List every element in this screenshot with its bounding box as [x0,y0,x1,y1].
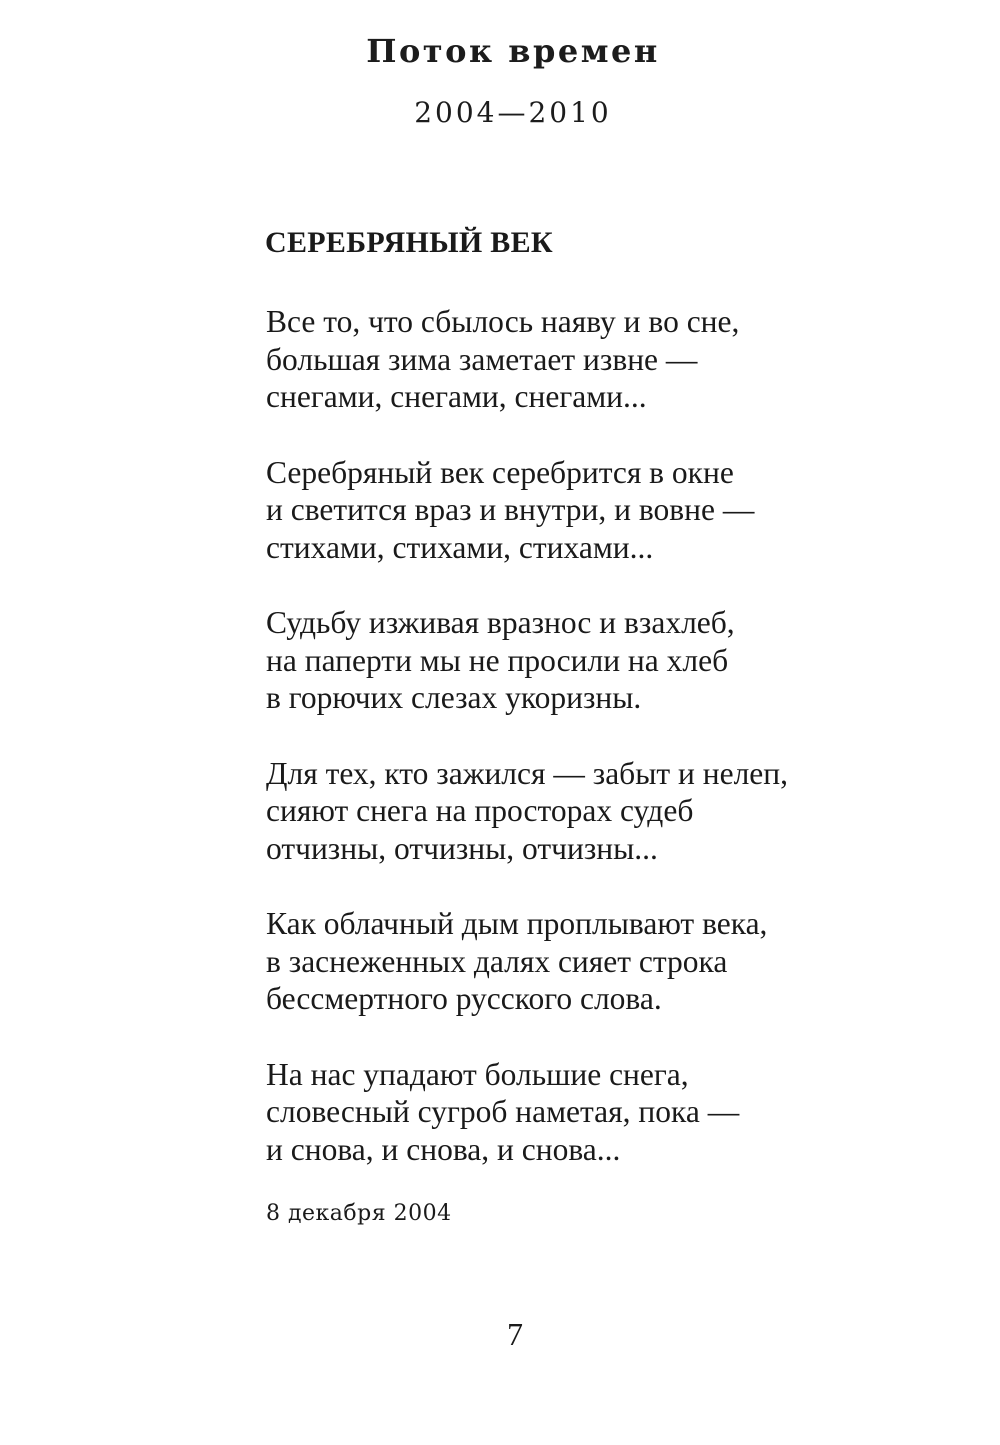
poem-line: и снова, и снова, и снова... [266,1131,621,1167]
poem-line: в заснеженных далях сияет строка [266,943,728,979]
poem-line: сияют снега на просторах судеб [266,793,694,828]
poem-body [266,303,906,1206]
poem-line: Серебряный век серебрится в окне [266,454,734,490]
poem-line: бессмертного русского слова. [266,981,662,1016]
poem-line: стихами, стихами, стихами... [266,529,654,565]
poem-line: большая зима заметает извне — [266,341,698,377]
poem-line: на паперти мы не просили на хлеб [266,642,729,678]
poem-line: Как облачный дым проплывают века, [266,906,768,941]
poem-date: 8 декабря 2004 [266,1201,452,1226]
poem-line: Для тех, кто зажился — забыт и нелеп, [266,755,789,791]
stanza-5 [266,905,906,1018]
poem-line: и светится враз и внутри, и вовне — [266,492,755,527]
section-years: 2004—2010 [414,96,612,129]
poem-line: Все то, что сбылось наяву и во сне, [266,304,740,339]
section-title: Поток времен [366,32,660,70]
poem-line: в горючих слезах укоризны. [266,680,642,715]
poem-line: На нас упадают большие снега, [266,1056,689,1092]
poem-line: Судьбу изживая вразнос и взахлеб, [266,605,735,640]
stanza-1 [266,303,906,416]
page-number: 7 [507,1316,523,1352]
stanza-4 [266,755,906,868]
poem-line: словесный сугроб наметая, пока — [266,1094,740,1129]
poem-line: снегами, снегами, снегами... [266,379,647,414]
stanza-6 [266,1056,906,1169]
stanza-2 [266,454,906,567]
stanza-3 [266,604,906,717]
poem-title: СЕРЕБРЯНЫЙ ВЕК [265,226,553,259]
poem-line: отчизны, отчизны, отчизны... [266,830,658,866]
